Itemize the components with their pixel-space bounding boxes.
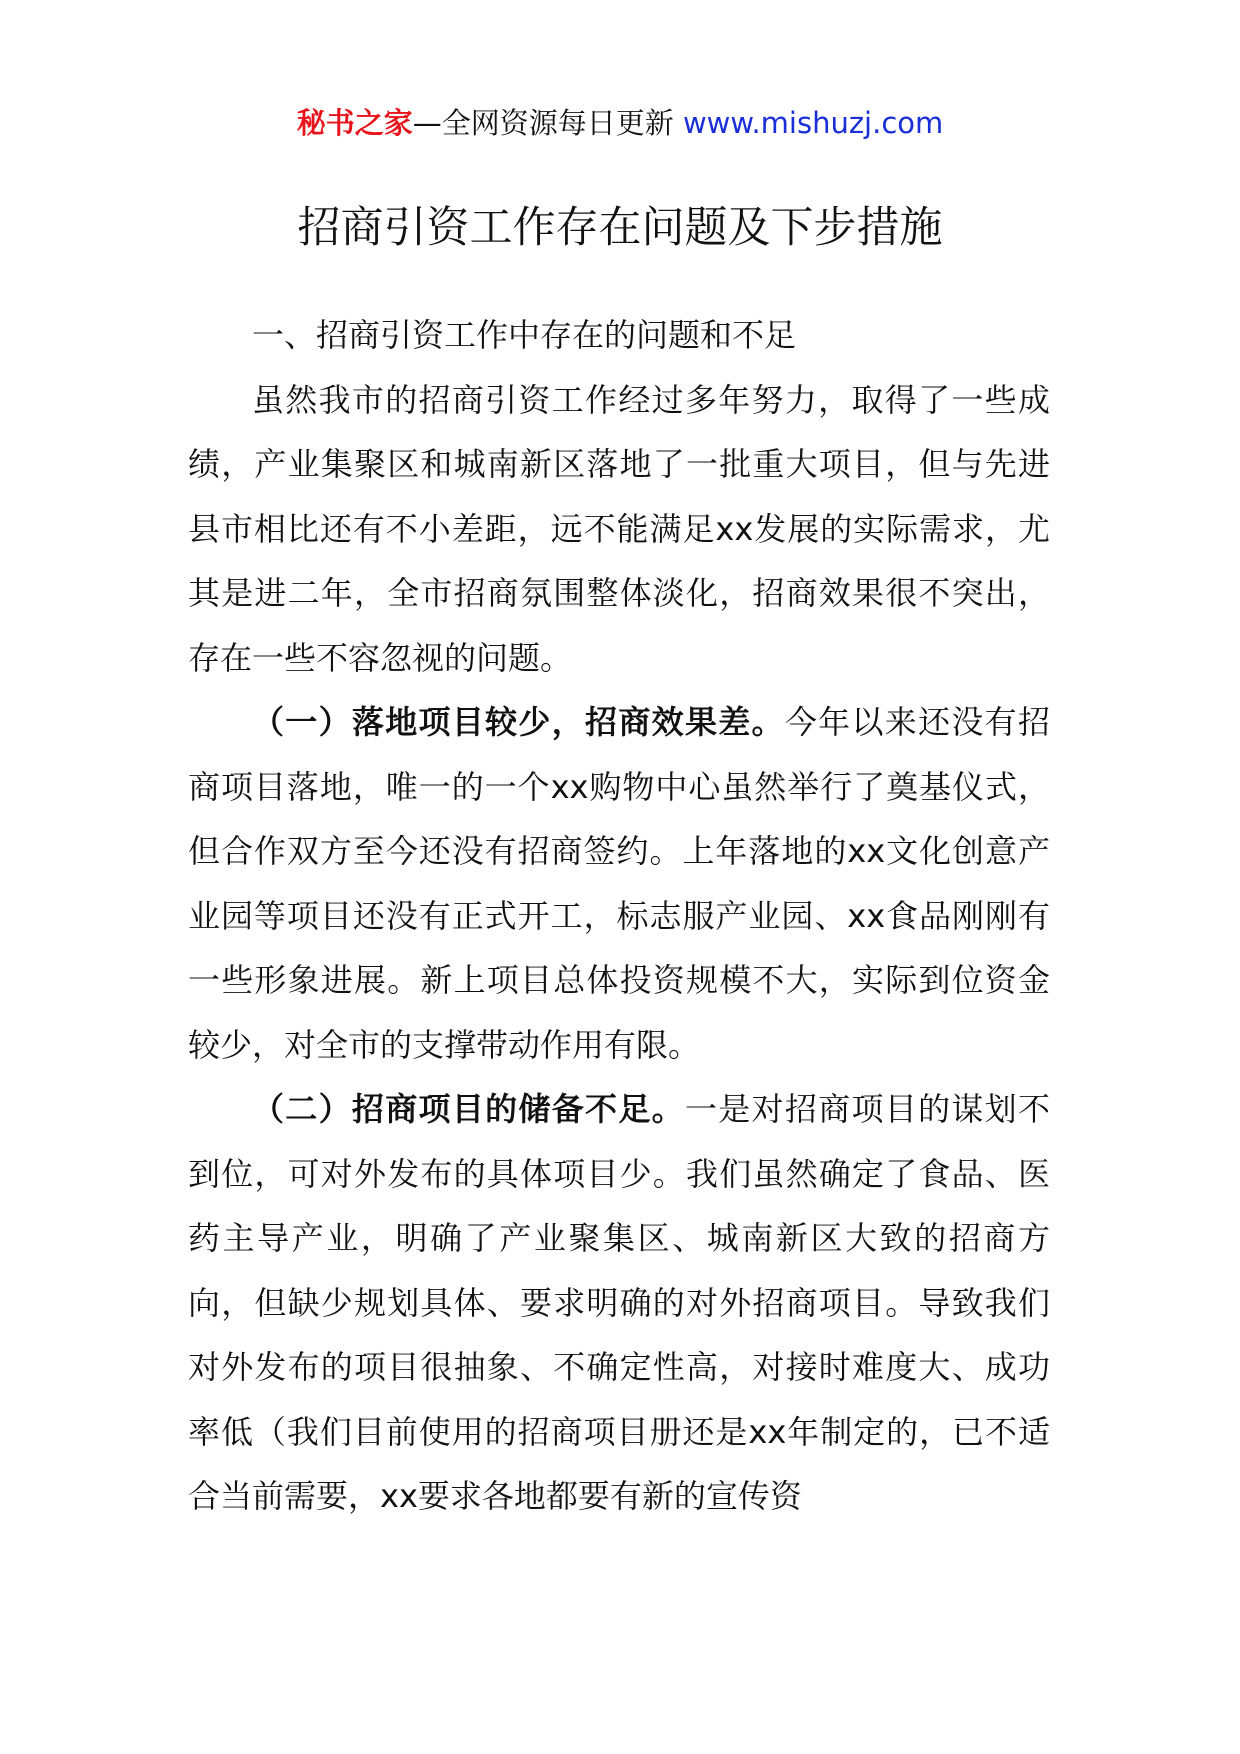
item-2-paragraph — [188, 1077, 1050, 1529]
item-1-heading: （一）落地项目较少，招商效果差。 — [252, 703, 785, 741]
item-1-paragraph — [188, 690, 1050, 1077]
site-brand: 秘书之家 — [296, 106, 413, 140]
item-2-text: 一是对招商项目的谋划不到位，可对外发布的具体项目少。我们虽然确定了食品、医药主导产业，明确了产业聚集区、城南新区大致的招商方向，但缺少规划具体、要求明确的对外招商项目。导致我们对外发布的项目很抽象、不确定性高，对接时难度大、成功率低（我们目前使用的招商项目册还是xx年制定的，已不适合当前需要，xx要求各地都要有新的宣传资 — [188, 1090, 1050, 1515]
item-2-heading: （二）招商项目的储备不足。 — [252, 1090, 685, 1128]
section-heading: 一、招商引资工作中存在的问题和不足 — [252, 316, 797, 354]
document-body — [188, 303, 1050, 1529]
site-url-link[interactable]: www.mishuzj.com — [682, 106, 944, 140]
site-header — [0, 100, 1240, 146]
item-1-text: 今年以来还没有招商项目落地，唯一的一个xx购物中心虽然举行了奠基仪式，但合作双方至今还没有招商签约。上年落地的xx文化创意产业园等项目还没有正式开工，标志服产业园、xx食品刚刚有一些形象进展。新上项目总体投资规模不大，实际到位资金较少，对全市的支撑带动作用有限。 — [188, 703, 1050, 1064]
site-slogan: —全网资源每日更新 — [412, 106, 674, 140]
document-title: 招商引资工作存在问题及下步措施 — [297, 203, 943, 253]
intro-paragraph: 虽然我市的招商引资工作经过多年努力，取得了一些成绩，产业集聚区和城南新区落地了一批重大项目，但与先进县市相比还有不小差距，远不能满足xx发展的实际需求，尤其是进二年，全市招商氛围整体淡化，招商效果很不突出，存在一些不容忽视的问题。 — [188, 380, 1050, 677]
